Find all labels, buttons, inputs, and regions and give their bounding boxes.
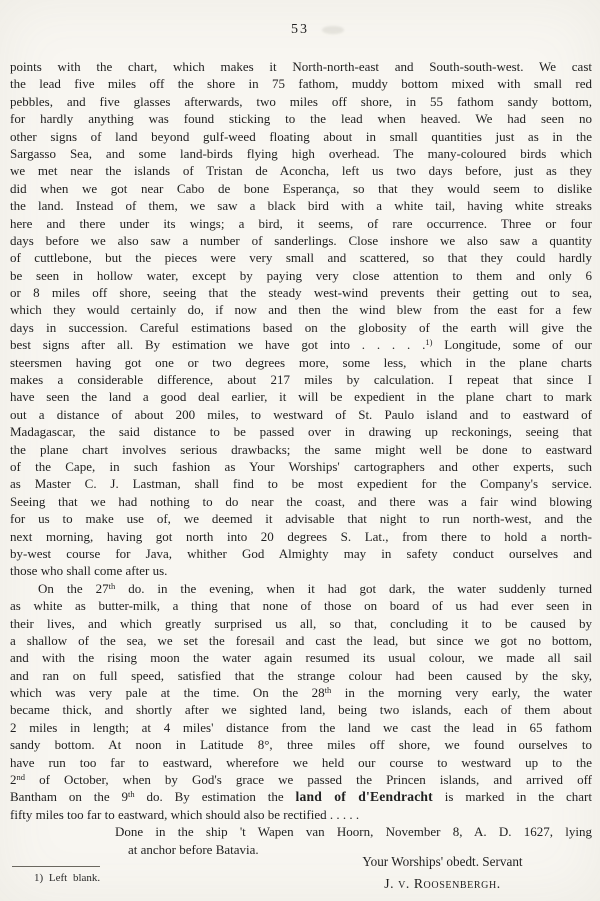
text-line: by-west course for Java, whither God Almighty may in safety conduct ourselves and — [10, 545, 592, 561]
footnote-text: Left blank. — [48, 872, 101, 884]
text-line: those who shall come after us. — [10, 563, 168, 579]
text-line: days in succession. Careful estimations based on the globosity of the earth will give the — [10, 319, 592, 335]
text-line: the lead five miles off the shore in 75 fathom, muddy bottom mixed with small red — [10, 76, 592, 92]
text-line: as Master C. J. Lastman, shall find to be most expedient for the Company's service. — [10, 476, 592, 492]
text-line: Bantham on the 9th do. By estimation the land of d'Eendracht is marked in the chart — [10, 789, 592, 805]
text-line: have seen the land a good deal earlier, it will be expedient in the plane chart to mark — [10, 389, 592, 405]
footnote-marker: 1) — [34, 872, 44, 884]
text-line: which was very pale at the time. On the 28th in the morning very early, the water — [10, 685, 592, 701]
footnote-rule — [12, 866, 100, 867]
text-line: Sargasso Sea, and some land-birds flying high overhead. The many-coloured birds which — [10, 145, 592, 161]
text-line: Madagascar, the said distance to be passed over in drawing up reckonings, seeing that — [10, 424, 592, 440]
footnote-line — [10, 872, 100, 884]
text-line: which they would certainly do, if now and then the wind blew from the east for a few — [10, 302, 592, 318]
text-line: a shallow of the sea, we set the foresail and cast the lead, but since we got no bottom, — [10, 632, 592, 648]
text-line: steersmen having got one or two degrees more, some less, which in the plane charts — [10, 354, 592, 370]
text-line: best signs after all. By estimation we have got into . . . . .$^{1)}$ Longitude, some of our — [10, 337, 592, 353]
text-line: the plane chart involves serious drawbacks; the same might well be done to eastward — [10, 441, 592, 457]
text-line: On the 27th do. in the evening, when it had got dark, the water suddenly turned — [38, 580, 592, 596]
text-line: pebbles, and five glasses afterwards, two miles off shore, in 55 fathom sandy bottom, — [10, 93, 592, 109]
text-line: be seen in hollow water, except by paying very close attention to them and only 6 — [10, 267, 592, 283]
text-line: sandy bottom. At noon in Latitude 8°, three miles off shore, we found ourselves to — [10, 737, 592, 753]
text-line: their lives, and which greatly surprised us all, so that, concluding it to be caused by — [10, 615, 592, 631]
text-line: became thick, and shortly after we sighted land, being two islands, each of them about — [10, 702, 592, 718]
text-line: 2nd of October, when by God's grace we passed the Princen islands, and arrived off — [10, 772, 592, 788]
text-line: at anchor before Batavia. — [128, 841, 259, 857]
text-line: fifty miles too far to eastward, which should also be rectified . . . . . — [10, 806, 360, 822]
text-line: and with the rising moon the water again resumed its usual colour, we made all sail — [10, 650, 592, 666]
text-line: as white as butter-milk, a thing that none of those on board of us had ever seen in — [10, 598, 592, 614]
text-line: have run too far to eastward, wherefore we held our course to westward up to the — [10, 754, 592, 770]
text-line: next morning, having got north into 20 degrees S. Lat., from there to hold a north- — [10, 528, 592, 544]
text-line: 2 miles in length; at 4 miles' distance from the land we cast the lead in 65 fathom — [10, 719, 592, 735]
text-line: for hardly anything was found sticking to the lead when heaved. We had seen no — [10, 111, 592, 127]
signature-role: Your Worships' obedt. Servant — [362, 854, 523, 869]
signature-block — [330, 851, 555, 895]
text-line: and ran on full speed, satisfied that the strange colour had been caused by the sky, — [10, 667, 592, 683]
text-line: points with the chart, which makes it North-north-east and South-south-west. We cast — [10, 59, 592, 74]
text-line: for us to make use of, we deemed it advisable that night to run north-west, and the — [10, 511, 592, 527]
text-line: of the Cape, in such fashion as Your Worships' cartographers and other experts, such — [10, 458, 592, 474]
text-line: of cuttlebone, but the pieces were very small and scattered, so that they could hardly — [10, 250, 592, 266]
text-line: Done in the ship 't Wapen van Hoorn, November 8, A. D. 1627, lying — [115, 824, 592, 840]
page-number: 53 — [291, 22, 309, 37]
footnote — [10, 866, 100, 884]
text-line: or 8 miles off shore, seeing that the steady west-wind prevents their getting out to sea, — [10, 285, 592, 301]
scan-smudge — [322, 26, 344, 34]
signature-name: J. v. Roosenbergh. — [384, 876, 501, 891]
text-line: makes a considerable difference, about 217 miles by calculation. I repeat that since I — [10, 372, 592, 388]
text-line: did when we got near Cabo de bone Esperança, so that they would seem to dislike — [10, 180, 592, 196]
body-text — [10, 58, 592, 858]
text-line: we met near the islands of Tristan de Aconcha, left us two days before, just as they — [10, 163, 592, 179]
text-line: the land. Instead of them, we saw a black bird with a white tail, having white streaks — [10, 198, 592, 214]
text-line: here and there under its wings; a bird, it seems, of rare occurrence. Three or four — [10, 215, 592, 231]
text-line: days before we also saw a number of sanderlings. Close inshore we also saw a quantity — [10, 232, 592, 248]
text-line: Seeing that we had nothing to do near the coast, and there was a fair wind blowing — [10, 493, 592, 509]
text-line: other signs of land beyond gulf-weed floating about in small quantities just as in the — [10, 128, 592, 144]
text-line: out a distance of about 200 miles, to westward of St. Paulo island and to eastward of — [10, 406, 592, 422]
